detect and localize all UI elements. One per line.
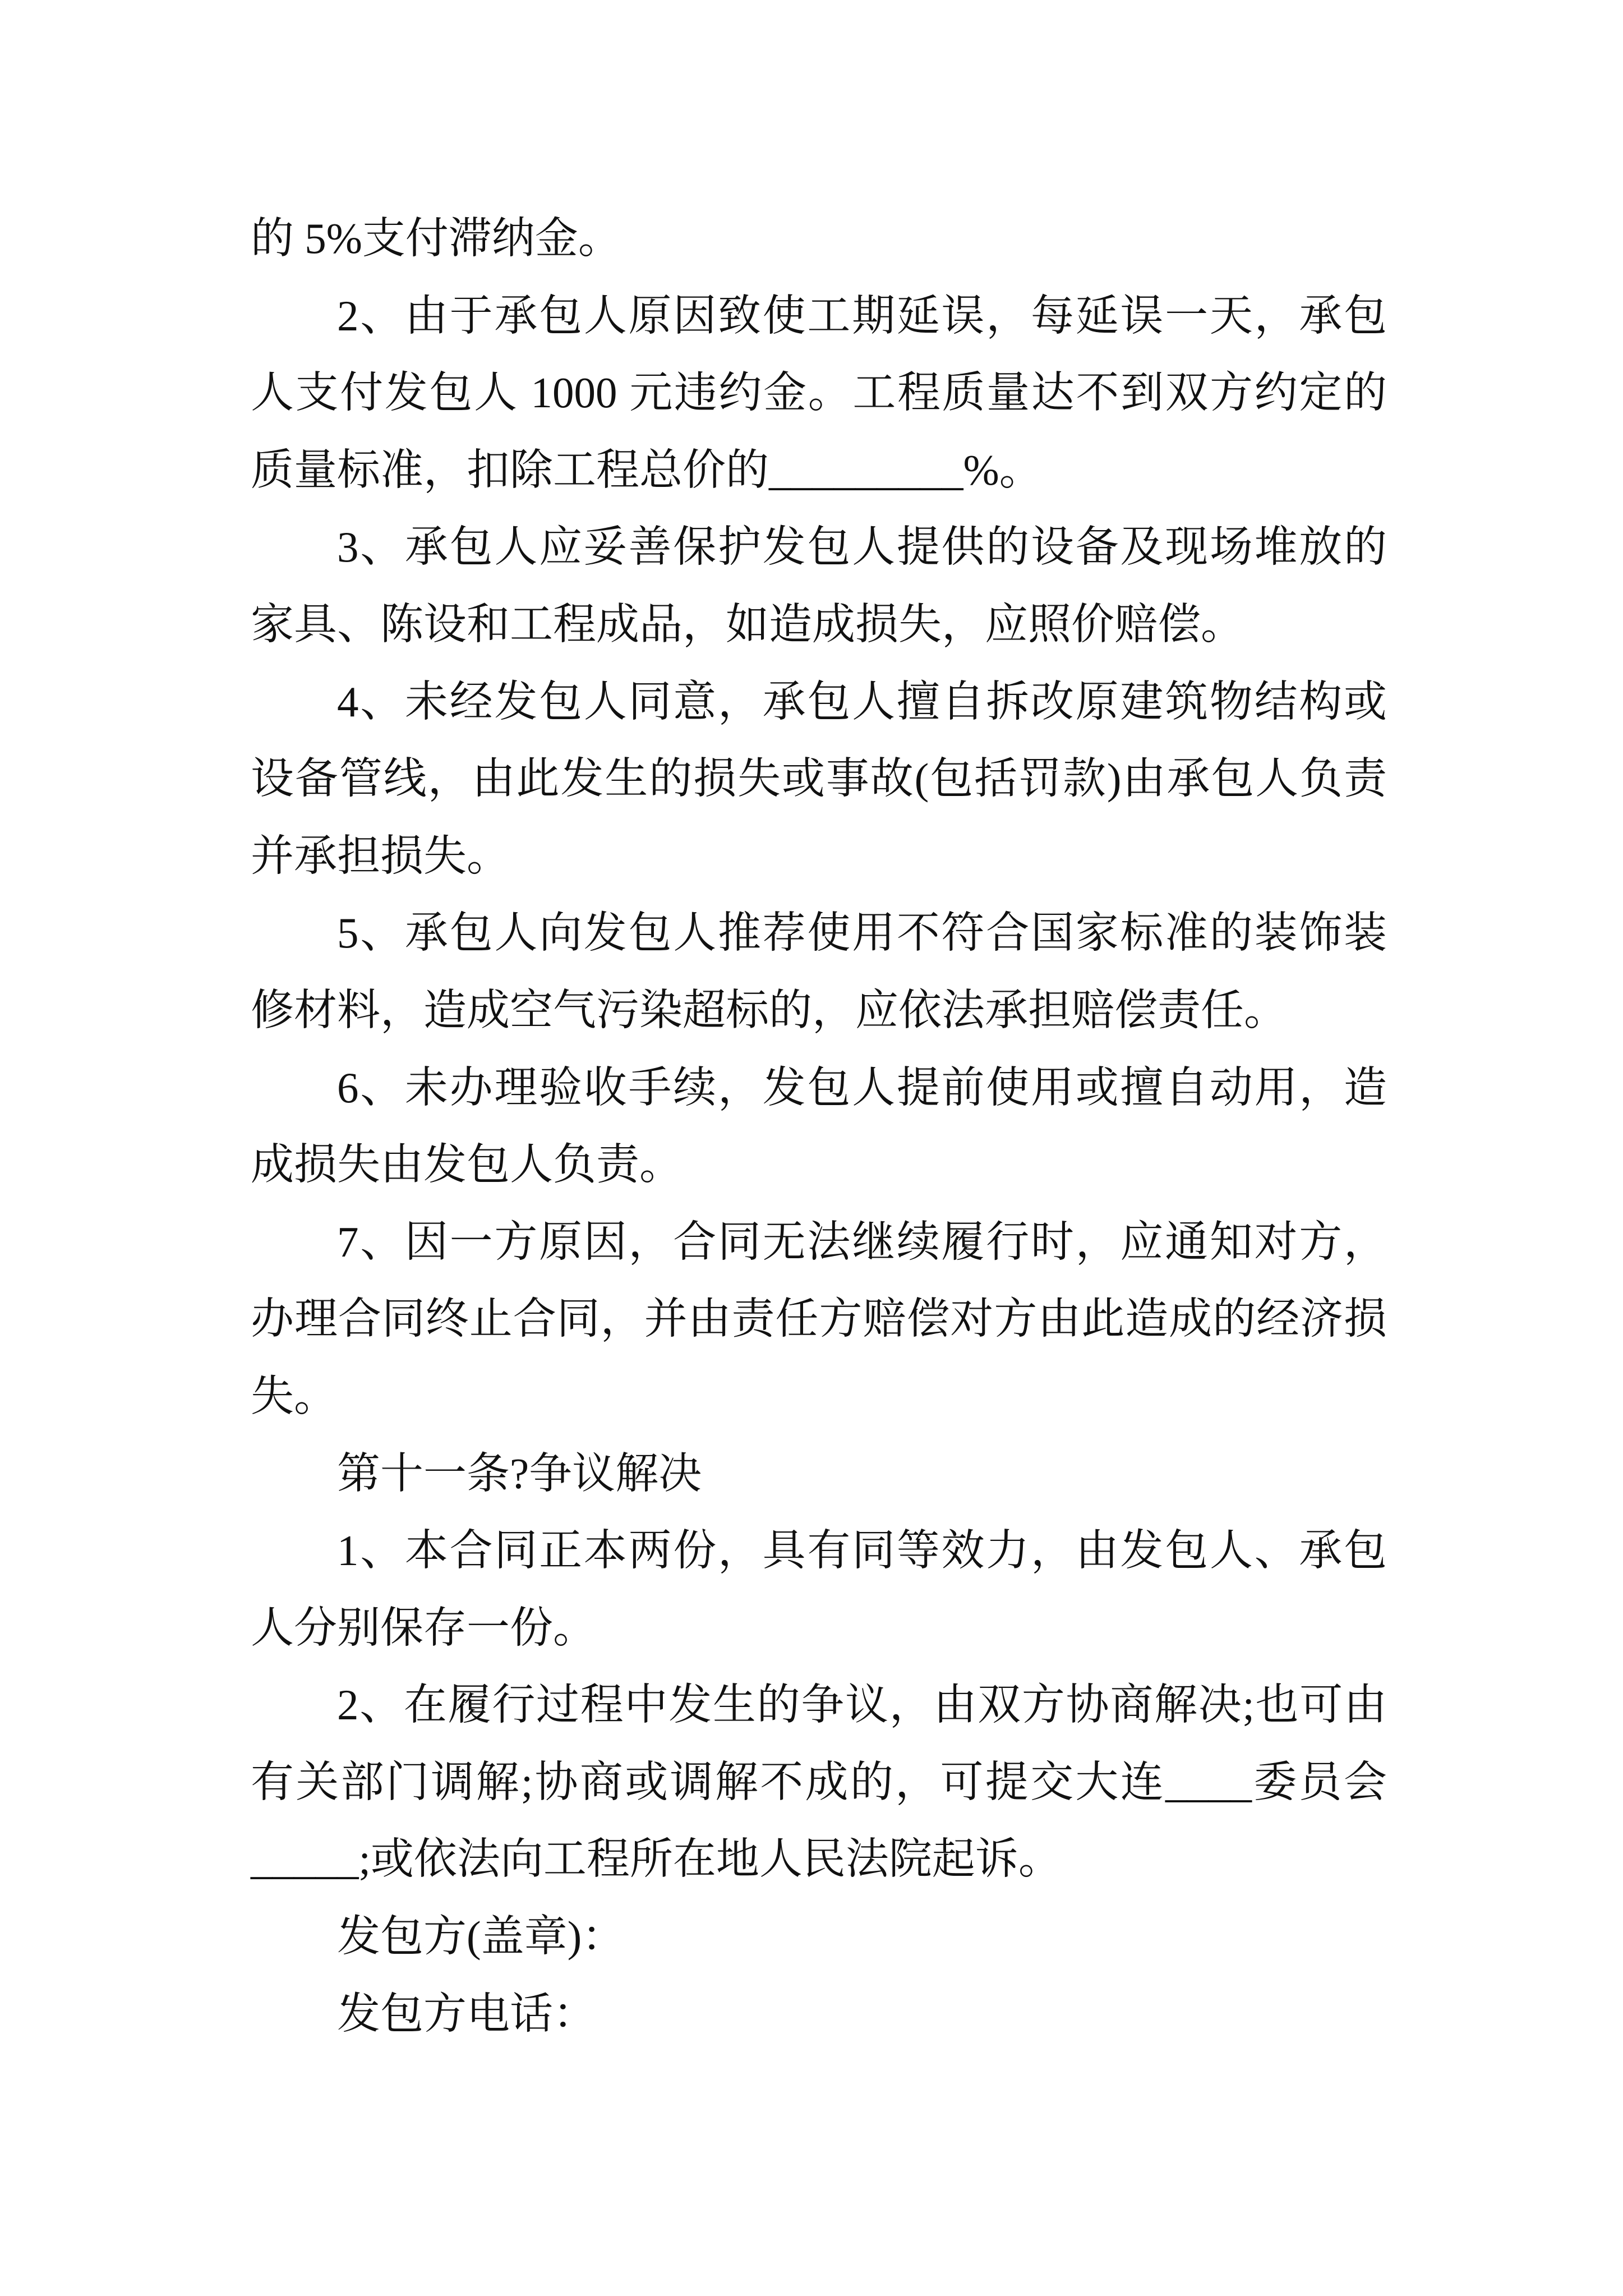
signature-field-employer-seal bbox=[251, 1898, 1387, 1976]
paragraph-line: 3、承包人应妥善保护发包人提供的设备及现场堆放的 bbox=[337, 523, 1387, 572]
signature-label: 发包方电话： bbox=[337, 1989, 596, 2038]
paragraph-line: 的 5%支付滞纳金。 bbox=[251, 214, 621, 263]
signature-label: 发包方(盖章)： bbox=[337, 1912, 625, 1961]
clause-item-6 bbox=[251, 1050, 1387, 1204]
paragraph-line: 并承担损失。 bbox=[251, 831, 510, 880]
clause-item-5 bbox=[251, 895, 1387, 1049]
clause-item-2 bbox=[251, 278, 1387, 509]
paragraph-line: 1、本合同正本两份，具有同等效力，由发包人、承包 bbox=[337, 1526, 1387, 1575]
paragraph-line: _____;或依法向工程所在地人民法院起诉。 bbox=[251, 1835, 1062, 1884]
section-heading-text: 第十一条?争议解决 bbox=[337, 1449, 702, 1498]
paragraph-line: 人支付发包人 1000 元违约金。工程质量达不到双方约定的 bbox=[251, 369, 1387, 417]
paragraph-line: 5、承包人向发包人推荐使用不符合国家标准的装饰装 bbox=[337, 909, 1387, 958]
paragraph-line: 设备管线，由此发生的损失或事故(包括罚款)由承包人负责 bbox=[251, 754, 1387, 803]
paragraph-line: 失。 bbox=[251, 1372, 337, 1420]
paragraph-line: 4、未经发包人同意，承包人擅自拆改原建筑物结构或 bbox=[337, 677, 1387, 726]
dispute-item-2 bbox=[251, 1667, 1387, 1898]
paragraph-line: 质量标准，扣除工程总价的_________%。 bbox=[251, 445, 1043, 494]
paragraph-line: 办理合同终止合同，并由责任方赔偿对方由此造成的经济损 bbox=[251, 1295, 1387, 1343]
paragraph-line: 2、由于承包人原因致使工期延误，每延误一天，承包 bbox=[337, 291, 1387, 340]
clause-item-7 bbox=[251, 1204, 1387, 1435]
signature-field-employer-phone bbox=[251, 1976, 1387, 2053]
clause-item-1-continuation bbox=[251, 200, 1387, 278]
paragraph-line: 人分别保存一份。 bbox=[251, 1603, 596, 1652]
clause-item-4 bbox=[251, 664, 1387, 895]
paragraph-line: 家具、陈设和工程成品，如造成损失，应照价赔偿。 bbox=[251, 600, 1244, 648]
paragraph-line: 成损失由发包人负责。 bbox=[251, 1140, 683, 1189]
section-heading bbox=[251, 1435, 1387, 1513]
paragraph-line: 2、在履行过程中发生的争议，由双方协商解决;也可由 bbox=[337, 1681, 1387, 1729]
paragraph-line: 修材料，造成空气污染超标的，应依法承担赔偿责任。 bbox=[251, 986, 1287, 1034]
paragraph-line: 7、因一方原因，合同无法继续履行时，应通知对方， bbox=[337, 1217, 1387, 1266]
paragraph-line: 有关部门调解;协商或调解不成的，可提交大连____委员会 bbox=[251, 1757, 1387, 1806]
paragraph-line: 6、未办理验收手续，发包人提前使用或擅自动用，造 bbox=[337, 1063, 1387, 1112]
clause-item-3 bbox=[251, 509, 1387, 663]
document-body bbox=[251, 200, 1387, 2053]
dispute-item-1 bbox=[251, 1512, 1387, 1667]
